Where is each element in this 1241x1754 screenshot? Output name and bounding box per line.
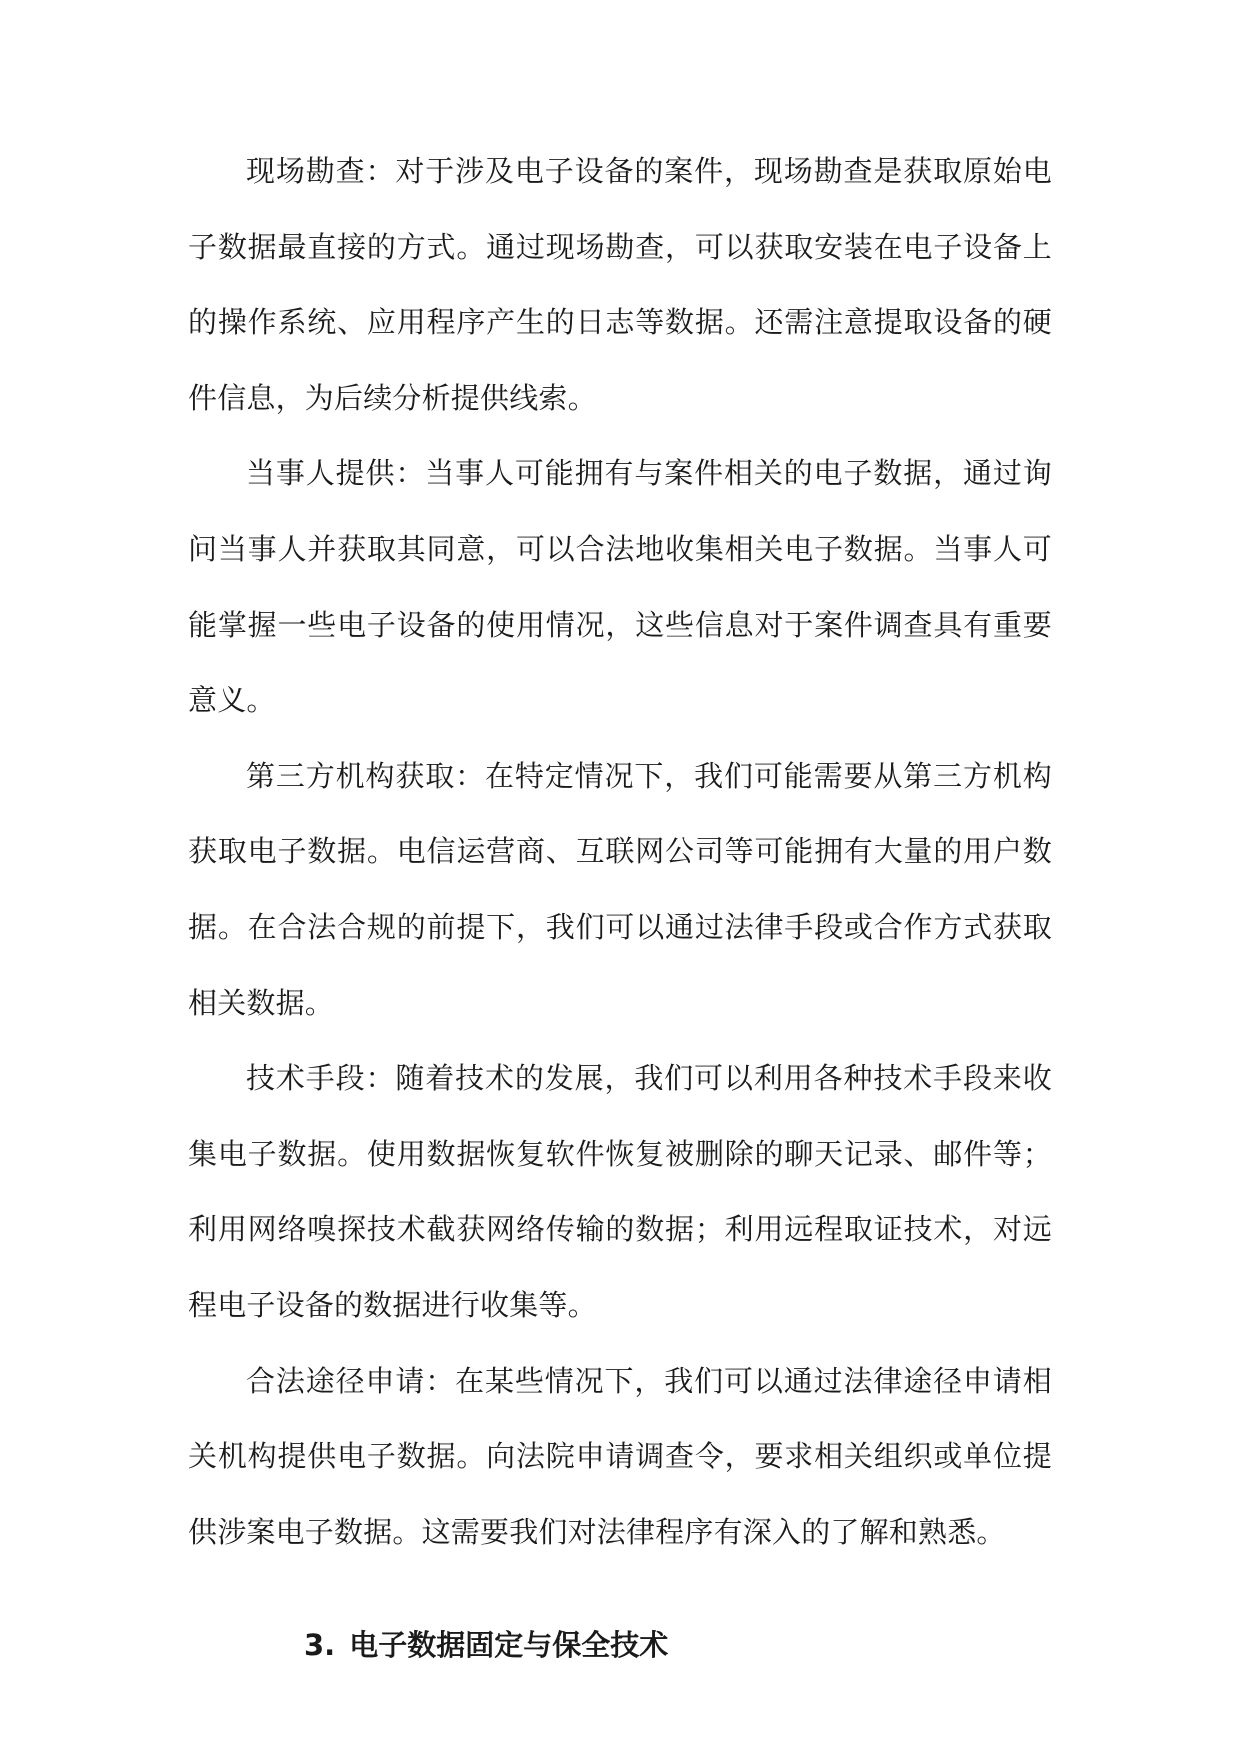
- section-title: 电子数据固定与保全技术: [349, 1628, 669, 1663]
- paragraph-third-party: 第三方机构获取：在特定情况下，我们可能需要从第三方机构获取电子数据。电信运营商、互联网公司等可能拥有大量的用户数据。在合法合规的前提下，我们可以通过法律手段或合作方式获取相关数据。: [188, 758, 1052, 1020]
- paragraph-party-provided: 当事人提供：当事人可能拥有与案件相关的电子数据，通过询问当事人并获取其同意，可以合法地收集相关电子数据。当事人可能掌握一些电子设备的使用情况，这些信息对于案件调查具有重要意义。: [188, 456, 1052, 718]
- document-page: [188, 134, 1052, 1683]
- paragraph-technical-means: 技术手段：随着技术的发展，我们可以利用各种技术手段来收集电子数据。使用数据恢复软件恢复被删除的聊天记录、邮件等；利用网络嗅探技术截获网络传输的数据；利用远程取证技术，对远程电子设备的数据进行收集等。: [188, 1061, 1052, 1322]
- paragraph-legal-application: 合法途径申请：在某些情况下，我们可以通过法律途径申请相关机构提供电子数据。向法院申请调查令，要求相关组织或单位提供涉案电子数据。这需要我们对法律程序有深入的了解和熟悉。: [188, 1363, 1052, 1549]
- paragraph-on-site-inspection: 现场勘查：对于涉及电子设备的案件，现场勘查是获取原始电子数据最直接的方式。通过现场勘查，可以获取安装在电子设备上的操作系统、应用程序产生的日志等数据。还需注意提取设备的硬件信息，为后续分析提供线索。: [188, 154, 1052, 415]
- section-number: 3.: [304, 1628, 336, 1663]
- section-heading: [188, 1608, 1052, 1683]
